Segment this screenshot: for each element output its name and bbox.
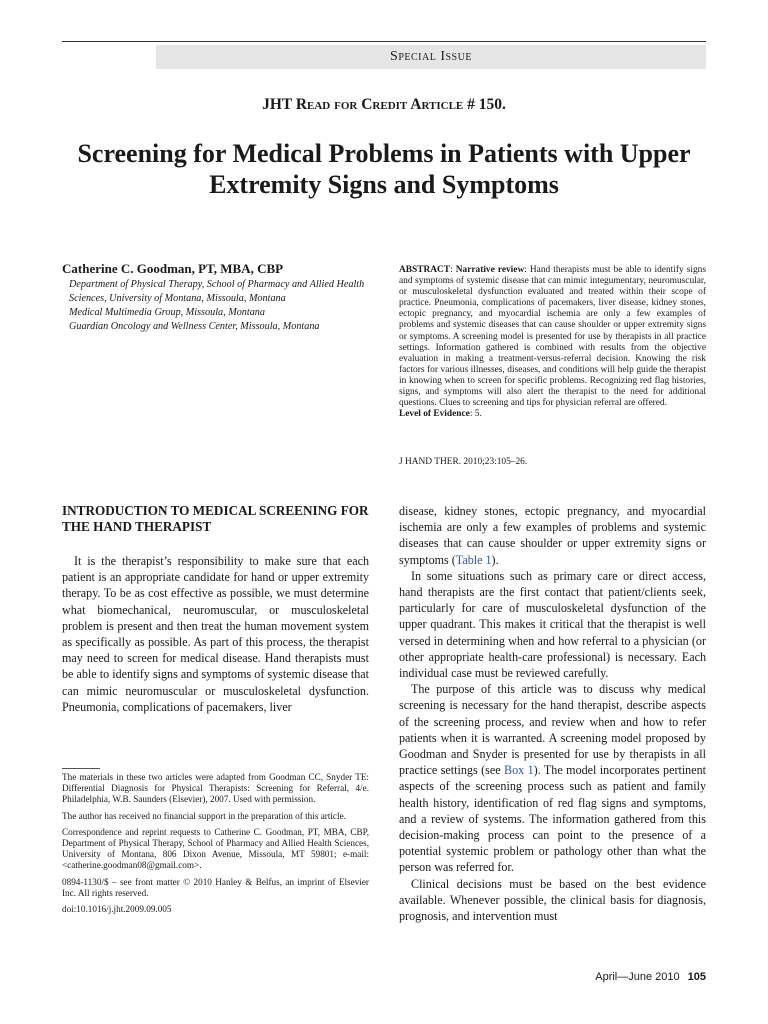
footnote-correspondence: Correspondence and reprint requests to Catherine C. Goodman, PT, MBA, CBP, Department of Physical Therapy, School of Pharmacy and Allied Health Sciences, University of Montana, 806 Dixon Avenue, Missoula, MT 59801; e-mail: <catherine.goodman08@gmail.com>.	[62, 826, 369, 871]
author-name: Catherine C. Goodman, PT, MBA, CBP	[62, 261, 284, 276]
issue-date: April—June 2010	[595, 971, 680, 983]
affiliation-3: Guardian Oncology and Wellness Center, Missoula, Montana	[69, 321, 320, 332]
paragraph-purpose-end: ). The model incorporates pertinent aspects of the screening process such as patient and family health history, identification of red flag signs and symptoms, and a review of systems. The information gathered from this decision-making process can point to the presence of a potential systemic problem or pathology other than what the person was referred for.	[399, 763, 707, 875]
abstract-text: : Hand therapists must be able to identify signs and symptoms of systemic disease that can mimic integumentary, neuromuscular, or musculoskeletal dysfunction evaluated and treated within their scope of practice. Pneumonia, complications of pacemakers, liver disease, kidney stones, ectopic pregnancy, and myocardial ischemia are only a few examples of problems and systemic diseases that can cause shoulder or upper extremity signs or symptoms. A screening model is presented for use by therapists in all practice settings. Information gathered is combined with results from the objective evaluation in making a treatment-versus-referral decision. Knowing the risk factors for various illnesses, diseases, and conditions will help guide the therapist in knowing when to screen for specific problems. Recognizing red flag histories, signs, and symptoms will also alert the therapist to the need for additional questions. Clues to screening and tips for physician referral are offered.	[399, 265, 706, 409]
abstract: ABSTRACT: Narrative review: Hand therapists must be able to identify signs and symptoms of systemic disease that can mimic integumentary, neuromuscular, or musculoskeletal dysfunction evaluated and treated within their scope of practice. Pneumonia, complications of pacemakers, liver disease, kidney stones, ectopic pregnancy, and myocardial ischemia are only a few examples of problems and systemic diseases that can cause shoulder or upper extremity signs or symptoms. A screening model is presented for use by therapists in all practice settings. Information gathered is combined with results from the objective evaluation in making a treatment-versus-referral decision. Knowing the risk factors for various illnesses, diseases, and conditions will help guide the therapist in knowing when to screen for specific problems. Recognizing red flag histories, signs, and symptoms will also alert the therapist to the need for additional questions. Clues to screening and tips for physician referral are offered. Level of Evidence: 5.	[399, 265, 706, 420]
page-footer	[595, 971, 706, 983]
left-column	[62, 503, 369, 715]
section-heading: INTRODUCTION TO MEDICAL SCREENING FOR THE HAND THERAPIST	[62, 503, 369, 534]
journal-citation: J HAND THER. 2010;23:105–26.	[399, 457, 528, 467]
paragraph-continued-text: disease, kidney stones, ectopic pregnancy, and myocardial ischemia are only a few examples of problems and systemic diseases that can cause shoulder or upper extremity signs or symptoms (	[399, 504, 706, 567]
credit-article-line: JHT Read for Credit Article # 150.	[262, 96, 506, 113]
paragraph-direct-access: In some situations such as primary care or direct access, hand therapists are the first contact that patient/clients seek, particularly for care of musculoskeletal dysfunction of the upper quadrant. This makes it critical that the therapist is well versed in determining when and how referral to a physician (or other appropriate health-care professional) is necessary. Each individual case must be reviewed carefully.	[399, 568, 706, 681]
right-column	[399, 503, 706, 924]
table-1-link[interactable]: Table 1	[455, 552, 492, 567]
paragraph-continued	[399, 503, 706, 568]
author-affiliations	[69, 278, 369, 334]
affiliation-1: Department of Physical Therapy, School of Pharmacy and Allied Health Sciences, University of Montana, Missoula, Montana	[69, 279, 365, 304]
footnote-rule	[62, 768, 100, 769]
affiliation-2: Medical Multimedia Group, Missoula, Montana	[69, 307, 265, 318]
paragraph-purpose	[399, 681, 706, 875]
article-title: Screening for Medical Problems in Patients with Upper Extremity Signs and Symptoms	[77, 139, 691, 199]
footnote-copyright: 0894-1130/$ – see front matter © 2010 Hanley & Belfus, an imprint of Elsevier Inc. All rights reserved.	[62, 876, 369, 898]
footnote-funding: The author has received no financial support in the preparation of this article.	[62, 810, 346, 821]
special-issue-banner: Special Issue	[156, 45, 706, 69]
footnotes	[62, 772, 369, 920]
intro-paragraph: It is the therapist’s responsibility to make sure that each patient is an appropriate candidate for hand or upper extremity therapy. To be as cost effective as possible, we must determine what biomechanical, neuromuscular, or musculoskeletal problem is present and then treat the human movement system as specifically as possible. As part of this process, the therapist may need to screen for medical disease. Hand therapists must be able to identify signs and symptoms of systemic disease that can mimic neuromuscular or musculoskeletal dysfunction. Pneumonia, complications of pacemakers, liver	[62, 554, 369, 714]
abstract-type: Narrative review	[455, 265, 525, 275]
evidence-value: : 5.	[469, 409, 482, 420]
paragraph-purpose-text: The purpose of this article was to discuss why medical screening is necessary for the hand therapist, describe aspects of the screening process, and review when and how to refer patients when it is warranted. A screening model proposed by Goodman and Snyder is presented for use by therapists in all practice settings (see	[399, 682, 706, 778]
footnote-doi[interactable]: doi:10.1016/j.jht.2009.09.005	[62, 904, 172, 915]
box-1-link[interactable]: Box 1	[504, 763, 534, 778]
page-number: 105	[687, 971, 706, 983]
top-rule	[62, 41, 706, 42]
paragraph-continued-end: ).	[491, 552, 499, 567]
paragraph-clinical-decisions: Clinical decisions must be based on the best evidence available. Whenever possible, the clinical basis for diagnosis, prognosis, and intervention must	[399, 876, 706, 924]
abstract-label: ABSTRACT	[399, 265, 451, 275]
footnote-source: The materials in these two articles were adapted from Goodman CC, Snyder TE: Differential Diagnosis for Physical Therapists: Screening for Referral, 4/e. Philadelphia, W.B. Saunders (Elsevier), 2007. Used with permission.	[62, 772, 369, 805]
evidence-label: Level of Evidence	[399, 409, 470, 420]
